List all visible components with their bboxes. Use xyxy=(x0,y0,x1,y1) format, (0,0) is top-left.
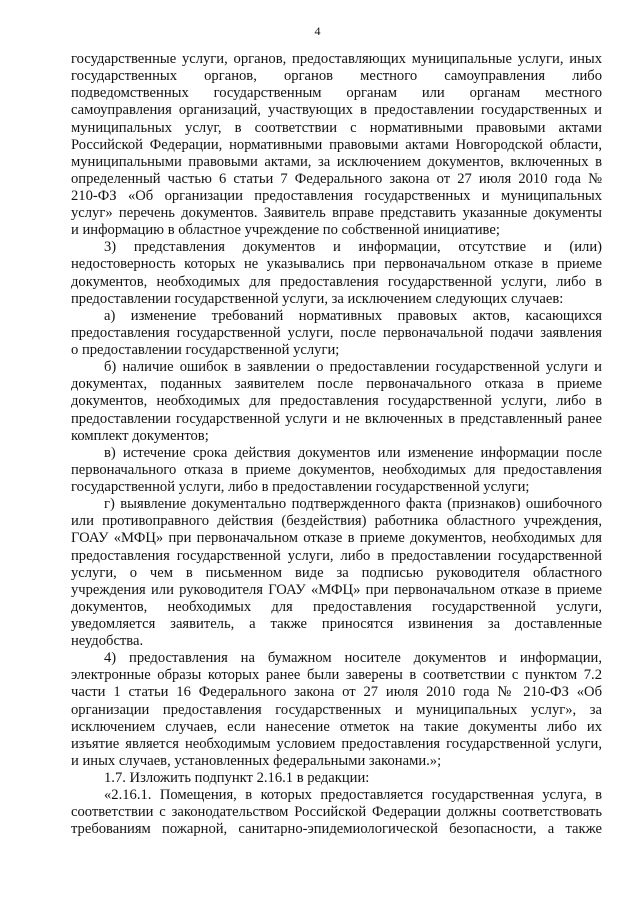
text-line: части 1 статьи 16 Федерального закона от 27 июля 2010 года № 210-ФЗ «Об xyxy=(71,684,602,701)
text-line: услуги, о чем в письменном виде за подписью руководителя областного xyxy=(71,564,602,581)
text-line: комплект документов; xyxy=(71,427,209,444)
text-line: муниципальных услуг, в соответствии с нормативными правовыми актами xyxy=(71,119,602,136)
page-number: 4 xyxy=(314,24,321,38)
text-line: 1.7. Изложить подпункт 2.16.1 в редакции: xyxy=(104,770,370,786)
text-line: первоначального отказа в приеме документов, необходимых для предоставления xyxy=(71,461,602,478)
text-line: и иных случаев, установленных федеральными законами.»; xyxy=(71,752,442,769)
text-line: услуг» перечень документов. Заявитель вправе представить указанные документы xyxy=(71,205,602,222)
text-line: неудобства. xyxy=(71,633,144,650)
text-line: предоставления государственной услуги, после первоначальной подачи заявления xyxy=(71,324,602,341)
text-line: документов, необходимых для предоставления государственной услуги, либо в xyxy=(71,393,602,410)
text-line: предоставления государственной услуги, либо в предоставлении государственной xyxy=(71,547,602,564)
text-line: изъятие является необходимым условием предоставления государственной услуги, xyxy=(71,735,602,752)
text-line: государственные услуги, органов, предоставляющих муниципальные услуги, иных xyxy=(71,51,602,67)
text-line: соответствии с законодательством Российской Федерации должны соответствовать xyxy=(71,804,602,821)
text-line: «2.16.1. Помещения, в которых предоставляется государственная услуга, в xyxy=(104,787,602,804)
text-line: 4) предоставления на бумажном носителе документов и информации, xyxy=(104,650,602,667)
text-line: муниципальными правовыми актами, за исключением документов, включенных в xyxy=(71,153,602,170)
text-line: учреждения или руководителя ГОАУ «МФЦ» при первоначальном отказе в приеме xyxy=(71,581,602,598)
text-line: или противоправного действия (бездействия) работника областного учреждения, xyxy=(71,513,602,530)
text-line: подведомственных государственным органам или органам местного xyxy=(71,85,602,102)
text-line: документах, поданных заявителем после первоначального отказа в приеме xyxy=(71,376,602,393)
text-line: государственных органов, органов местного самоуправления либо xyxy=(71,68,602,85)
text-line: 3) представления документов и информации, отсутствие и (или) xyxy=(104,239,602,256)
text-line: Российской Федерации, нормативными правовыми актами Новгородской области, xyxy=(71,136,602,153)
text-line: самоуправления организаций, участвующих в предоставлении государственных и xyxy=(71,102,602,119)
text-line: предоставлении государственной услуги и не включенных в представленный ранее xyxy=(71,410,602,427)
text-line: 210-ФЗ «Об организации предоставления государственных и муниципальных xyxy=(71,188,602,204)
text-line: документов, необходимых для предоставления государственной услуги, либо в xyxy=(71,273,602,290)
text-line: государственной услуги, либо в предоставлении государственной услуги; xyxy=(71,479,530,495)
text-line: недостоверность которых не указывались при первоначальном отказе в приеме xyxy=(71,256,602,273)
text-line: ГОАУ «МФЦ» при первоначальном отказе в приеме документов, необходимых для xyxy=(71,530,602,547)
text-line: организации предоставления государственных и муниципальных услуг», за xyxy=(71,701,602,718)
text-line: исключением случаев, если нанесение отметок на такие документы либо их xyxy=(71,718,602,735)
text-line: предоставлении государственной услуги, за исключением следующих случаев: xyxy=(71,290,564,307)
text-line: уведомляется заявитель, а также приносятся извинения за доставленные xyxy=(71,616,602,632)
text-line: б) наличие ошибок в заявлении о предоставлении государственной услуги и xyxy=(104,359,602,376)
text-line: требованиям пожарной, санитарно-эпидемиологической безопасности, а также xyxy=(71,821,602,838)
text-line: в) истечение срока действия документов или изменение информации после xyxy=(104,444,602,461)
text-line: г) выявление документально подтвержденного факта (признаков) ошибочного xyxy=(104,496,602,513)
text-line: о предоставлении государственной услуги; xyxy=(71,342,340,358)
text-line: и информацию в областное учреждение по собственной инициативе; xyxy=(71,222,500,239)
text-line: определенный частью 6 статьи 7 Федерального закона от 27 июля 2010 года № xyxy=(71,170,602,187)
text-line: а) изменение требований нормативных правовых актов, касающихся xyxy=(104,307,602,324)
text-line: электронные образы которых ранее были заверены в соответствии с пунктом 7.2 xyxy=(71,667,602,684)
text-line: документов, необходимых для предоставления государственной услуги, xyxy=(71,598,602,615)
